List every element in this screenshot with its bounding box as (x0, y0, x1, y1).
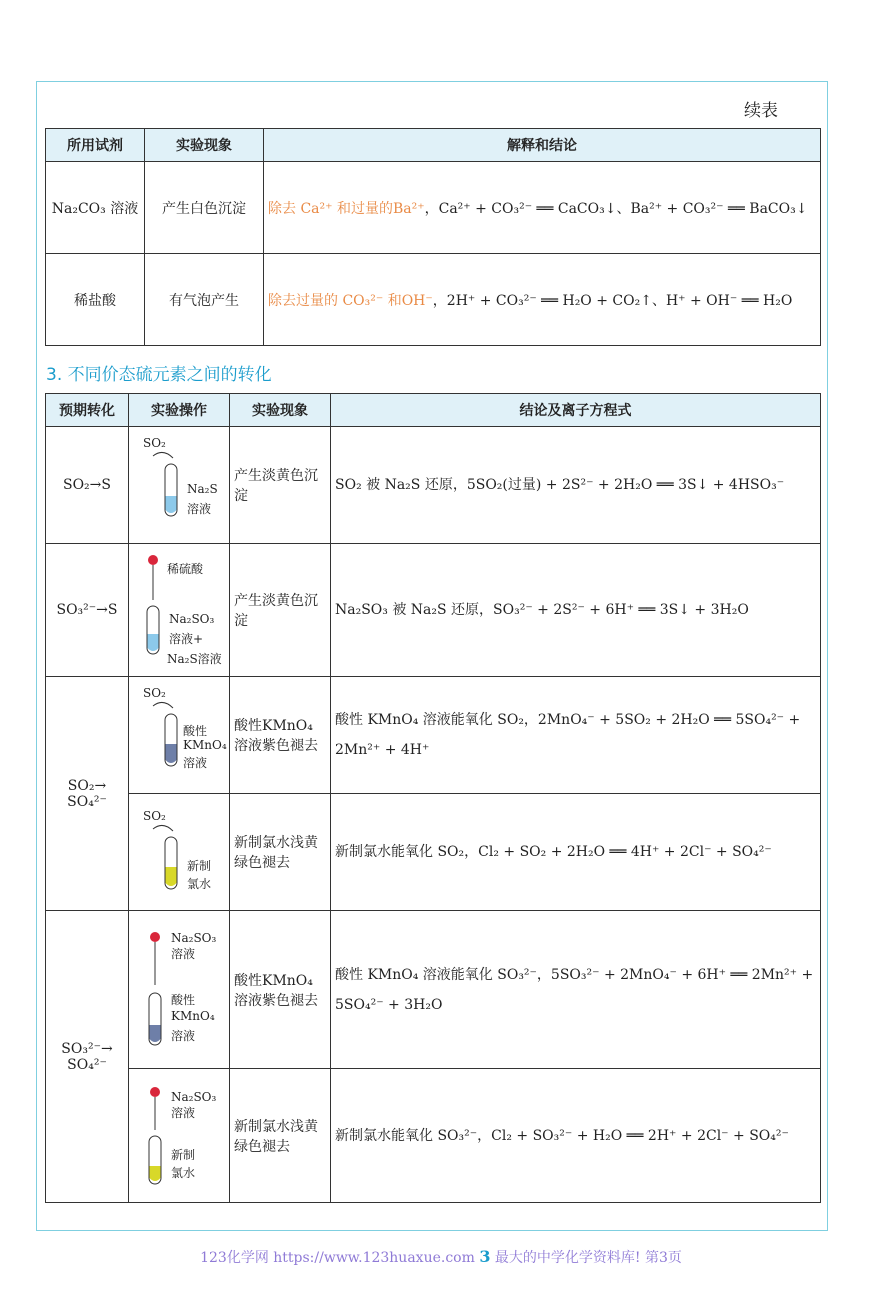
equation-cell: Na₂SO₃ 被 Na₂S 还原，SO₃²⁻ + 2S²⁻ + 6H⁺ ══ 3S↓ + 3H₂O (331, 544, 821, 677)
tube-label: 溶液 (183, 756, 208, 770)
conversion-cell: SO₂→ SO₄²⁻ (46, 677, 129, 911)
explain-cell (264, 254, 821, 346)
tube-label: Na₂SO₃ (169, 612, 215, 626)
explain-equation: ，Ca²⁺ + CO₃²⁻ ══ CaCO₃↓、Ba²⁺ + CO₃²⁻ ══ BaCO₃↓ (424, 200, 808, 217)
tube-label: 氯水 (187, 877, 212, 891)
test-tube-icon (151, 450, 191, 530)
equation-cell: 酸性 KMnO₄ 溶液能氧化 SO₂，2MnO₄⁻ + 5SO₂ + 2H₂O ══ 5SO₄²⁻ + 2Mn²⁺ + 4H⁺ (331, 677, 821, 794)
tube-label: 溶液 (171, 1028, 196, 1043)
section-title: 3. 不同价态硫元素之间的转化 (46, 365, 272, 385)
explain-purpose: 除去 Ca²⁺ 和过量的Ba²⁺ (268, 200, 425, 217)
tube-label: 溶液+ (169, 632, 204, 646)
tube-label: 溶液 (187, 502, 212, 516)
tube-label: KMnO₄ (183, 738, 227, 752)
conversion-cell: SO₂→S (46, 427, 129, 544)
equation-cell: 新制氯水能氧化 SO₂，Cl₂ + SO₂ + 2H₂O ══ 4H⁺ + 2Cl⁻ + SO₄²⁻ (331, 794, 821, 911)
equation-cell: SO₂ 被 Na₂S 还原，5SO₂(过量) + 2S²⁻ + 2H₂O ══ 3S↓ + 4HSO₃⁻ (331, 427, 821, 544)
operation-cell (129, 544, 230, 677)
added-reagent-label: 稀硫酸 (167, 562, 204, 576)
operation-cell (129, 911, 230, 1069)
explain-cell (264, 162, 821, 254)
table-row (46, 1069, 821, 1203)
explain-purpose: 除去过量的 CO₃²⁻ 和OH⁻ (268, 292, 433, 309)
table-row (46, 544, 821, 677)
test-tube-icon (151, 823, 191, 903)
equation-cell: 新制氯水能氧化 SO₃²⁻，Cl₂ + SO₃²⁻ + H₂O ══ 2H⁺ + 2Cl⁻ + SO₄²⁻ (331, 1069, 821, 1203)
tube-label: KMnO₄ (171, 1008, 215, 1023)
col-phenomenon-header: 实验现象 (230, 394, 331, 427)
added-reagent-label: SO₂ (143, 686, 166, 700)
footer-slogan: 最大的中学化学资料库! 第3页 (494, 1250, 682, 1266)
col-equation-header: 结论及离子方程式 (331, 394, 821, 427)
tube-label: Na₂S (187, 482, 218, 496)
tube-label: 氯水 (171, 1165, 196, 1180)
page-number: 3 (479, 1247, 491, 1266)
tube-label: 酸性 (183, 724, 208, 738)
table-row (46, 162, 821, 254)
tube-label: 酸性 (171, 992, 196, 1007)
tube-label: Na₂S溶液 (167, 652, 222, 666)
operation-cell (129, 677, 230, 794)
added-reagent-label: SO₂ (143, 436, 166, 450)
operation-cell (129, 794, 230, 911)
phenomenon-cell: 酸性KMnO₄ 溶液紫色褪去 (230, 677, 331, 794)
phenomenon-cell: 有气泡产生 (145, 254, 264, 346)
sulfur-conversion-table (45, 393, 821, 1203)
footer-site-link[interactable]: 123化学网 https://www.123huaxue.com (200, 1250, 475, 1266)
table-row (46, 254, 821, 346)
tube-label: 新制 (171, 1147, 196, 1162)
col-conversion-header: 预期转化 (46, 394, 129, 427)
table-row (46, 427, 821, 544)
operation-cell (129, 427, 230, 544)
table-row (46, 677, 821, 794)
tube-label: 新制 (187, 859, 212, 873)
added-reagent-label: Na₂SO₃ 溶液 (171, 1089, 217, 1120)
equation-cell: 酸性 KMnO₄ 溶液能氧化 SO₃²⁻，5SO₃²⁻ + 2MnO₄⁻ + 6H⁺ ══ 2Mn²⁺ + 5SO₄²⁻ + 3H₂O (331, 911, 821, 1069)
col-phenomenon-header: 实验现象 (145, 129, 264, 162)
reagent-table (45, 128, 821, 346)
reagent-cell: 稀盐酸 (46, 254, 145, 346)
reagent-cell: Na₂CO₃ 溶液 (46, 162, 145, 254)
phenomenon-cell: 产生淡黄色沉淀 (230, 427, 331, 544)
page-footer (0, 1247, 882, 1267)
dropper-test-tube-icon (143, 1082, 173, 1192)
operation-cell (129, 1069, 230, 1203)
conversion-cell: SO₃²⁻→ SO₄²⁻ (46, 911, 129, 1203)
col-explain-header: 解释和结论 (264, 129, 821, 162)
phenomenon-cell: 新制氯水浅黄绿色褪去 (230, 1069, 331, 1203)
phenomenon-cell: 新制氯水浅黄绿色褪去 (230, 794, 331, 911)
continued-label: 续表 (744, 101, 778, 121)
explain-equation: ，2H⁺ + CO₃²⁻ ══ H₂O + CO₂↑、H⁺ + OH⁻ ══ H₂O (432, 292, 793, 309)
dropper-test-tube-icon (143, 927, 173, 1057)
phenomenon-cell: 产生淡黄色沉淀 (230, 544, 331, 677)
phenomenon-cell: 产生白色沉淀 (145, 162, 264, 254)
phenomenon-cell: 酸性KMnO₄ 溶液紫色褪去 (230, 911, 331, 1069)
table-row (46, 794, 821, 911)
col-reagent-header: 所用试剂 (46, 129, 145, 162)
added-reagent-label: SO₂ (143, 809, 166, 823)
col-operation-header: 实验操作 (129, 394, 230, 427)
conversion-cell: SO₃²⁻→S (46, 544, 129, 677)
added-reagent-label: Na₂SO₃ 溶液 (171, 930, 217, 961)
table-row (46, 911, 821, 1069)
